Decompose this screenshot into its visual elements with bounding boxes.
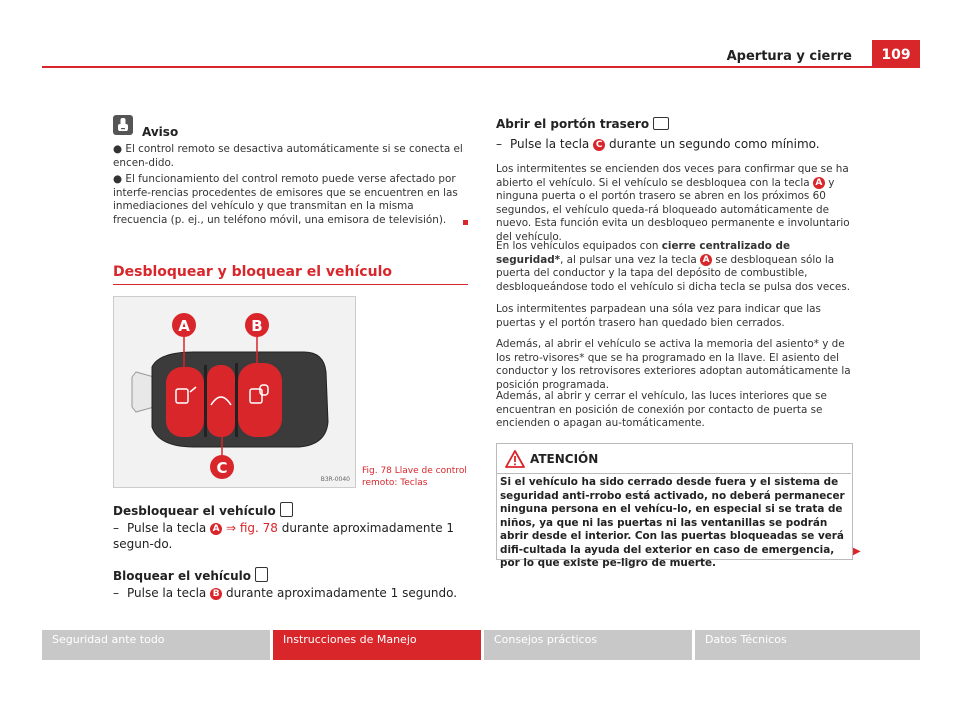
unlock-icon (280, 502, 293, 517)
note-heading: Aviso (142, 125, 179, 139)
key-a-badge: A (813, 177, 825, 189)
unlock-title (113, 502, 293, 518)
paragraph-2-c: se desbloquean sólo la puerta del conductor y la tapa del depósito de combustible, desbloqueándose todo el vehículo si dicha tecla se pulsa dos veces. (496, 253, 851, 293)
step-dash: – (496, 137, 502, 151)
note-bullet-2-text: El funcionamiento del control remoto puede verse afectado por interfe-rencias procedentes de emisores que se encuentren en las inmediaciones del vehículo y que transmitan en la misma frecuencia (p. ej., un teléfono móvil, una emisora de televisión). (113, 173, 458, 226)
note-bullet-2 (113, 173, 468, 227)
section-rule (113, 284, 468, 285)
paragraph-1-b: y ninguna puerta o el portón trasero se abren en los próximos 60 segundos, el vehículo queda-rá bloqueado automáticamente de nuevo. Esta función evita un desbloqueo permanente e involuntario del vehículo. (496, 176, 850, 243)
step-dash: – (113, 586, 119, 600)
trunk-title-text: Abrir el portón trasero (496, 117, 650, 131)
callout-c: C (216, 459, 228, 477)
paragraph-2 (496, 240, 854, 294)
key-a-badge: A (210, 523, 222, 535)
section-end-marker (463, 220, 468, 225)
lock-title-text: Bloquear el vehículo (113, 569, 252, 583)
key-b-badge: B (210, 588, 222, 600)
lock-step-suffix: durante aproximadamente 1 segundo. (225, 586, 458, 600)
trunk-icon (653, 117, 669, 130)
callout-a: A (178, 317, 190, 335)
unlock-step-prefix: Pulse la tecla (127, 521, 207, 535)
footer-tab-seguridad[interactable]: Seguridad ante todo (42, 630, 270, 660)
key-a-badge: A (700, 254, 712, 266)
trunk-step (496, 136, 856, 152)
unlock-title-text: Desbloquear el vehículo (113, 504, 276, 518)
warning-text: Si el vehículo ha sido cerrado desde fuera y el sistema de seguridad anti-rrobo está activado, no deberá permanecer ninguna persona en el vehícu-lo, en especial si se trata de niños, ya que ni las puertas ni las ventanillas se podrán abrir desde el interior. Con las puertas bloqueadas se verá difi-cultada la ayuda del exterior en caso de emergencia, por lo que existe pe-ligro de muerte. (500, 476, 845, 569)
unlock-step (113, 520, 468, 552)
figure-link[interactable]: ⇒ fig. 78 (225, 521, 278, 535)
bullet-dot: ● (113, 173, 123, 185)
step-dash: – (113, 521, 119, 535)
footer-tab-datos[interactable]: Datos Técnicos (695, 630, 920, 660)
paragraph-1-a: Los intermitentes se encienden dos veces para confirmar que se ha abierto el vehículo. Si el vehículo se desbloquea con la tecla (496, 163, 849, 189)
trunk-step-prefix: Pulse la tecla (510, 137, 590, 151)
figure-caption: Fig. 78 Llave de control remoto: Teclas (362, 466, 467, 488)
bullet-dot: ● (113, 143, 123, 155)
page-number: 109 (872, 40, 920, 68)
header-rule (42, 66, 920, 68)
footer-tab-consejos[interactable]: Consejos prácticos (484, 630, 692, 660)
footer-tab-instrucciones[interactable]: Instrucciones de Manejo (273, 630, 481, 660)
paragraph-2-bold: cierre centralizado de seguridad* (496, 240, 790, 266)
key-c-badge: C (593, 139, 605, 151)
paragraph-5: Además, al abrir y cerrar el vehículo, las luces interiores que se encuentran en posición de conexión por contacto de puerta se encienden o apagan au-tomáticamente. (496, 390, 827, 429)
trunk-title (496, 117, 669, 131)
callout-b: B (251, 317, 263, 335)
unlock-step-suffix: durante aproximadamente 1 segun-do. (113, 521, 455, 551)
continue-arrow-icon: ▶ (853, 546, 861, 557)
note-bullet-1 (113, 143, 468, 170)
figure-code: B3R-0040 (320, 476, 350, 483)
paragraph-2-a: En los vehículos equipados con (496, 240, 659, 252)
lock-title (113, 567, 268, 583)
paragraph-2-b: , al pulsar una vez la tecla (560, 253, 697, 266)
remote-key-illustration (114, 297, 355, 487)
trunk-step-suffix: durante un segundo como mínimo. (608, 137, 820, 151)
paragraph-3: Los intermitentes parpadean una sóla vez para indicar que las puertas y el portón trasero han quedado bien cerrados. (496, 303, 821, 329)
section-title: Desbloquear y bloquear el vehículo (113, 264, 392, 280)
lock-step-prefix: Pulse la tecla (127, 586, 207, 600)
key-figure (113, 296, 356, 488)
note-bullet-1-text: El control remoto se desactiva automáticamente si se conecta el encen-dido. (113, 143, 463, 169)
page-header-title: Apertura y cierre (726, 49, 852, 64)
note-icon (113, 115, 133, 135)
paragraph-4: Además, al abrir el vehículo se activa la memoria del asiento* y de los retro-visores* que se ha programado en la llave. El asiento del conductor y los retrovisores exteriores adoptan automáticamente la posición programada. (496, 338, 851, 391)
warning-divider (496, 473, 851, 474)
lock-step (113, 585, 468, 601)
warning-heading: ATENCIÓN (530, 452, 599, 466)
paragraph-1 (496, 163, 854, 244)
warning-icon (505, 450, 525, 472)
lock-icon (255, 567, 268, 582)
